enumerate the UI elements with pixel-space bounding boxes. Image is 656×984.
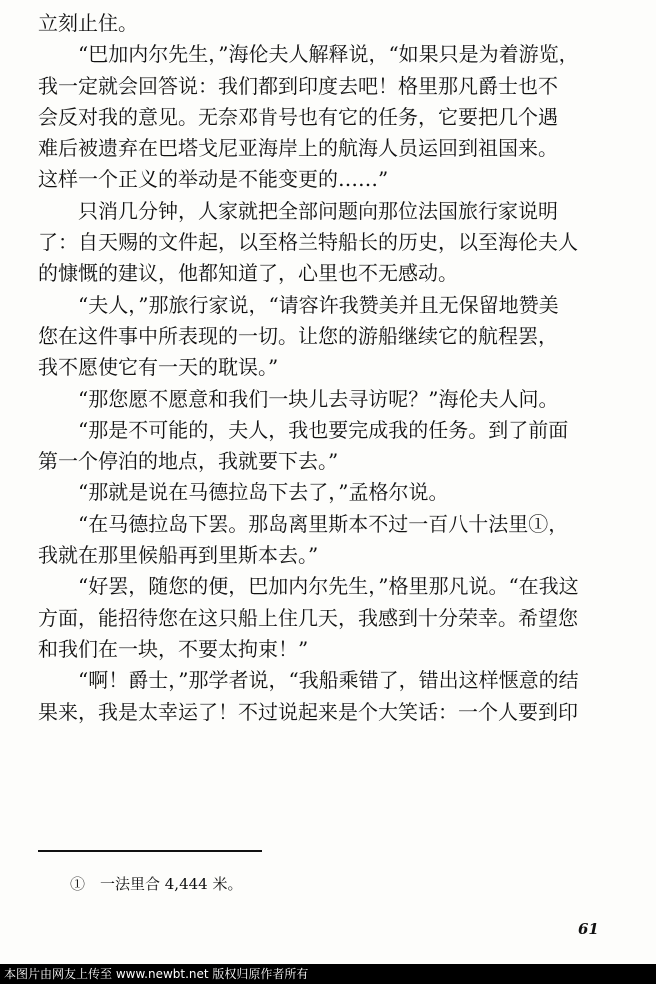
- text-line: 果来，我是太幸运了！不过说起来是个大笑话：一个人要到印: [38, 699, 578, 724]
- text-line: 这样一个正义的举动是不能变更的……”: [38, 167, 389, 192]
- text-line: 和我们在一块，不要太拘束！”: [38, 636, 309, 661]
- text-line: “那是不可能的，夫人，我也要完成我的任务。到了前面: [78, 417, 569, 442]
- body-text: [38, 8, 628, 728]
- text-line: 的慷慨的建议，他都知道了，心里也不无感动。: [38, 261, 458, 286]
- footnote: ① 一法里合 4,444 米。: [70, 875, 243, 893]
- text-line: 难后被遗弃在巴塔戈尼亚海岸上的航海人员运回到祖国来。: [38, 136, 558, 161]
- text-line: 只消几分钟，人家就把全部问题向那位法国旅行家说明: [78, 198, 558, 223]
- text-line: 我一定就会回答说：我们都到印度去吧！格里那凡爵士也不: [38, 73, 558, 98]
- text-line: “夫人，”那旅行家说，“请容许我赞美并且无保留地赞美: [78, 292, 559, 317]
- text-line: “好罢，随您的便，巴加内尔先生，”格里那凡说。“在我这: [78, 574, 579, 599]
- text-line: 第一个停泊的地点，我就要下去。”: [38, 449, 339, 474]
- footnote-divider: [38, 850, 262, 852]
- text-line: “在马德拉岛下罢。那岛离里斯本不过一百八十法里①，: [78, 511, 569, 536]
- text-line: 会反对我的意见。无奈邓肯号也有它的任务，它要把几个遇: [38, 104, 558, 129]
- text-line: 方面，能招待您在这只船上住几天，我感到十分荣幸。希望您: [38, 605, 578, 630]
- watermark-bar: 本图片由网友上传至 www.newbt.net 版权归原作者所有: [0, 964, 656, 984]
- text-line: 立刻止住。: [38, 11, 138, 35]
- page-number: 61: [578, 920, 599, 938]
- text-line: 我就在那里候船再到里斯本去。”: [38, 543, 319, 568]
- text-line: 我不愿使它有一天的耽误。”: [38, 355, 279, 380]
- text-line: “那就是说在马德拉岛下去了，”孟格尔说。: [78, 480, 449, 505]
- text-line: 了：自天赐的文件起，以至格兰特船长的历史，以至海伦夫人: [38, 230, 578, 255]
- text-line: “啊！爵士，”那学者说，“我船乘错了，错出这样惬意的结: [78, 668, 579, 693]
- text-line: “巴加内尔先生，”海伦夫人解释说，“如果只是为着游览，: [78, 42, 579, 67]
- text-line: “那您愿不愿意和我们一块儿去寻访呢？”海伦夫人问。: [78, 386, 559, 411]
- text-line: 您在这件事中所表现的一切。让您的游船继续它的航程罢，: [38, 323, 558, 348]
